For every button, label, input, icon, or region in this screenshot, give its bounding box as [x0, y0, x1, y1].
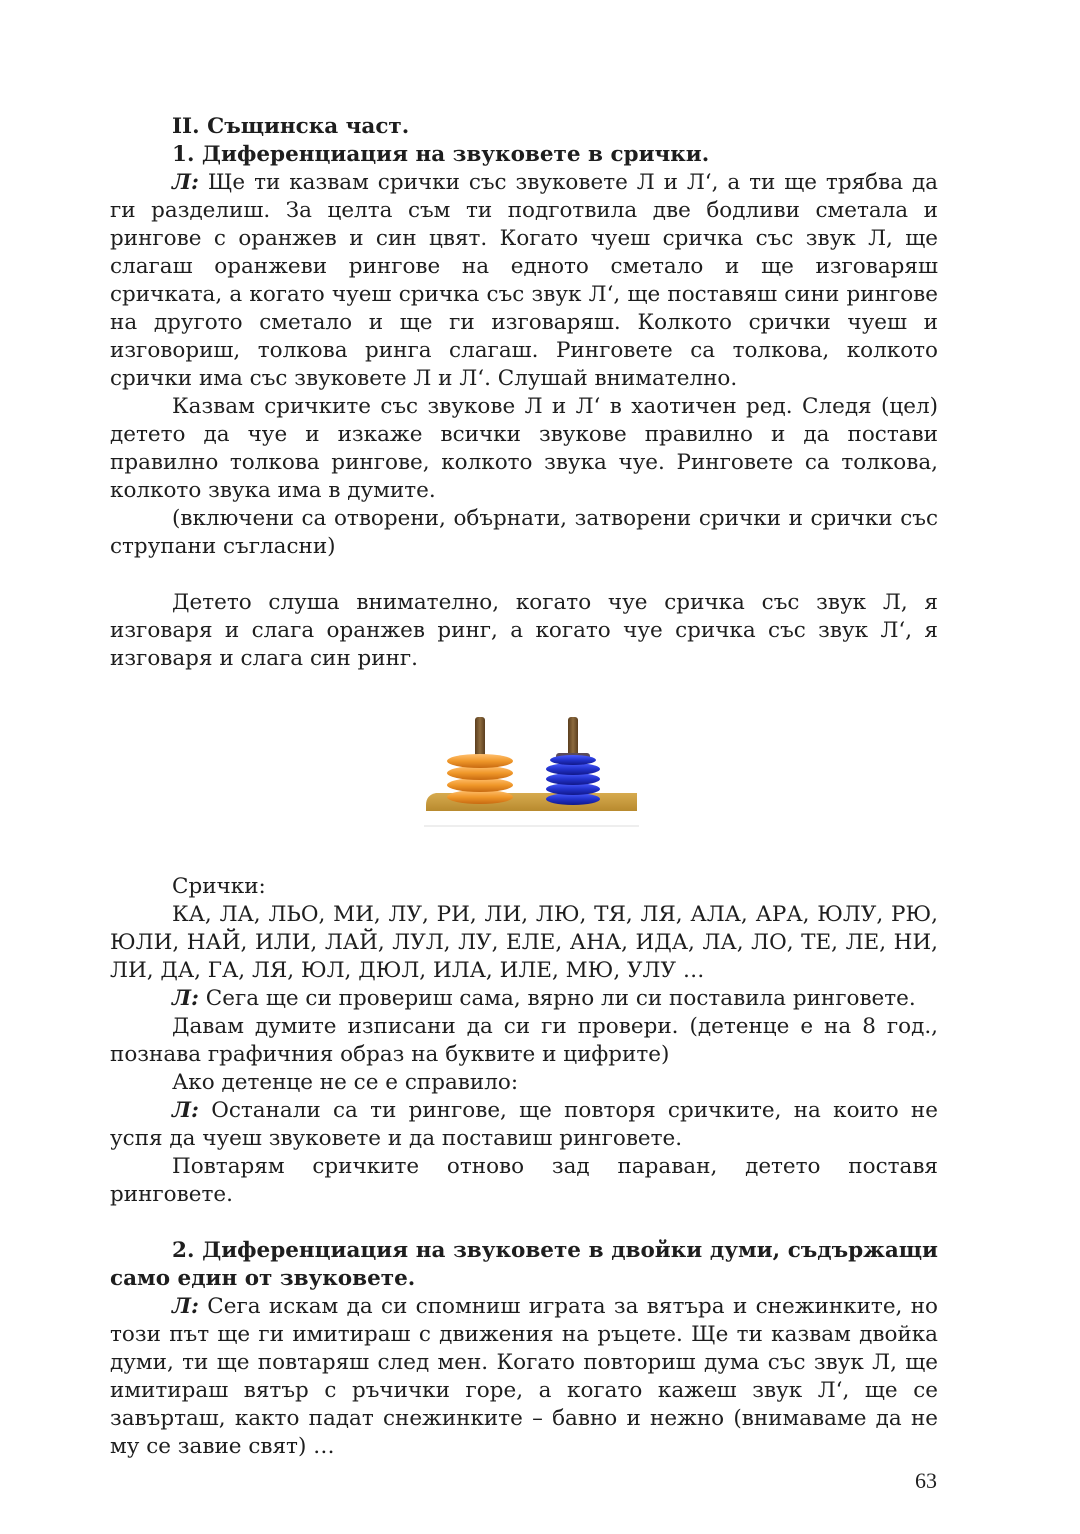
paragraph-6: Давам думите изписани да си ги провери. (детенце е на 8 год., познава графичния образ на буквите и цифрите) — [110, 1014, 938, 1067]
speaker-label: Л: — [172, 1098, 199, 1123]
paragraph-2: Казвам сричките със звукове Л и Л‘ в хаотичен ред. Следя (цел) детето да чуе и изкаже всички звукове правилно и да постави правилно толкова рингове, колкото звука чуе. Ринговете са толкова, колкото звука има в думите. — [110, 394, 938, 503]
syllables-label: Срички: — [172, 874, 266, 899]
paragraph-7: Ако детенце не се е справило: — [172, 1070, 519, 1095]
speaker-label: Л: — [172, 986, 199, 1011]
blue-ring — [550, 755, 596, 765]
paragraph-4: Детето слуша внимателно, когато чуе сричка със звук Л, я изговаря и слага оранжев ринг, а когато чуе сричка със звук Л‘, я изговаря и слага син ринг. — [110, 590, 938, 671]
orange-ring — [447, 754, 513, 768]
speaker-label: Л: — [172, 170, 199, 195]
blue-rings — [546, 755, 600, 805]
document-body — [110, 113, 938, 1461]
paragraph-1-body: Ще ти казвам срички със звуковете Л и Л‘, а ти ще трябва да ги разделиш. За целта съм ти подготвила две бодливи сметала и рингове с оранжев и син цвят. Когато чуеш сричка със звук Л, ще слагаш оранжеви рингове на едното сметало и ще изговаряш сричката, а когато чуеш сричка със звук Л‘, ще поставяш сини рингове на другото сметало и ще ги изговаряш. Колкото срички чуеш и изговориш, толкова ринга слагаш. Ринговете са толкова, колкото срички има със звуковете Л и Л‘. Слушай внимателно. — [110, 170, 938, 391]
speaker-label: Л: — [172, 1294, 199, 1319]
paragraph-5 — [110, 985, 938, 1013]
paragraph-8-body: Останали са ти рингове, ще повторя сричките, на които не успя да чуеш звуковете и да поставиш ринговете. — [110, 1098, 938, 1151]
paragraph-5-body: Сега ще си провериш сама, вярно ли си поставила ринговете. — [205, 986, 916, 1011]
paragraph-1 — [110, 169, 938, 393]
heading-1: 1. Диференциация на звуковете в срички. — [172, 142, 710, 167]
paragraph-10 — [110, 1293, 938, 1461]
paragraph-10-body: Сега искам да си спомниш играта за вятъра и снежинките, но този път ще ги имитираш с движения на ръцете. Ще ти казвам двойка думи, ти ще повтаряш след мен. Когато повториш дума със звук Л, ще имитираш вятър с ръчички горе, а когато кажеш звук Л‘, ще се завърташ, както падат снежинките – бавно и нежно (внимаваме да не му се завие свят) … — [110, 1294, 938, 1459]
section-title: II. Същинска част. — [172, 114, 410, 139]
paragraph-8 — [110, 1097, 938, 1153]
abacus-rings-illustration — [424, 713, 639, 833]
figure-shadow — [424, 825, 639, 827]
paragraph-9: Повтарям сричките отново зад параван, детето поставя ринговете. — [110, 1154, 938, 1207]
orange-ring — [447, 790, 513, 804]
spacer — [110, 561, 938, 589]
orange-ring — [447, 778, 513, 792]
paragraph-3: (включени са отворени, обърнати, затворени срички и срички със струпани съгласни) — [110, 506, 938, 559]
orange-ring — [447, 766, 513, 780]
syllables-list: КА, ЛА, ЛЬО, МИ, ЛУ, РИ, ЛИ, ЛЮ, ТЯ, ЛЯ, АЛА, АРА, ЮЛУ, РЮ, ЮЛИ, НАЙ, ИЛИ, ЛАЙ, ЛУЛ, ЛУ, ЕЛЕ, АНА, ИДА, ЛА, ЛО, ТЕ, ЛЕ, НИ, ЛИ, ДА, ГА, ЛЯ, ЮЛ, ДЮЛ, ИЛА, ИЛЕ, МЮ, УЛУ … — [110, 902, 938, 983]
spacer — [110, 1209, 938, 1237]
page-number: 63 — [915, 1468, 937, 1493]
heading-2: 2. Диференциация на звуковете в двойки думи, съдържащи само един от звуковете. — [110, 1238, 938, 1291]
orange-rings — [447, 754, 513, 804]
figure-container — [110, 673, 938, 873]
